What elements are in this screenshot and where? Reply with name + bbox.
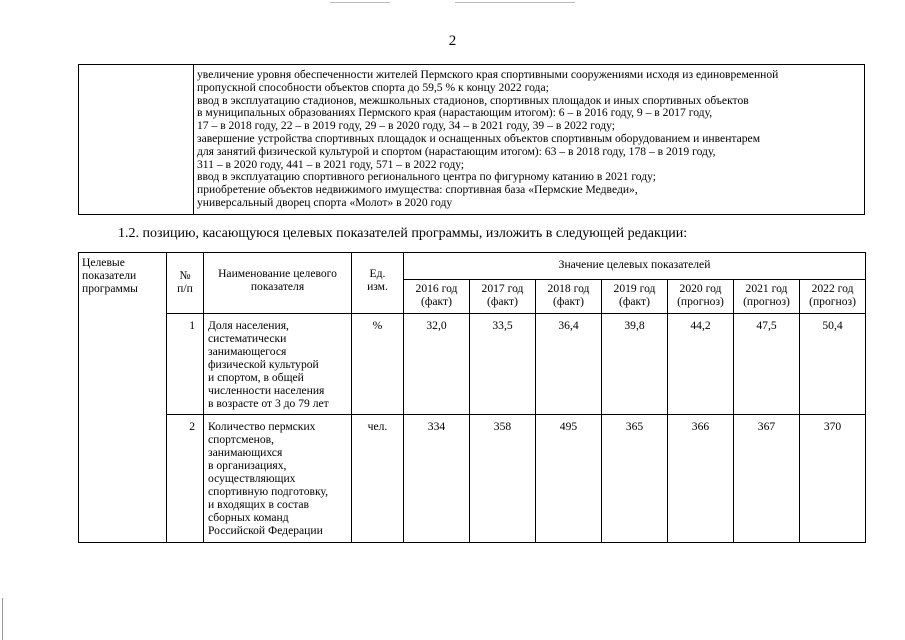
header-year-2021: 2021 год (прогноз): [734, 280, 800, 314]
indicator-value: 370: [800, 415, 866, 543]
indicator-value: 33,5: [470, 314, 536, 415]
continuation-line: ввод в эксплуатацию стадионов, межшкольных стадионов, спортивных площадок и иных спортивных объектов: [197, 93, 749, 107]
indicator-value: 334: [404, 415, 470, 543]
continuation-line: 311 – в 2020 году, 441 – в 2021 году, 571 – в 2022 году;: [197, 157, 465, 171]
scan-edge-line: [2, 598, 3, 640]
header-year-2018: 2018 год (факт): [536, 280, 602, 314]
indicator-value: 366: [668, 415, 734, 543]
indicator-value: 358: [470, 415, 536, 543]
indicator-value: 32,0: [404, 314, 470, 415]
header-year-2017: 2017 год (факт): [470, 280, 536, 314]
continuation-empty-cell: [79, 65, 194, 215]
section-label: Целевые показатели программы: [79, 253, 167, 543]
indicator-value: 39,8: [602, 314, 668, 415]
continuation-line: 17 – в 2018 году, 22 – в 2019 году, 29 – в 2020 году, 34 – в 2021 году, 39 – в 2022 году;: [197, 119, 615, 133]
continuation-text-cell: [194, 65, 865, 215]
header-year-2022: 2022 год (прогноз): [800, 280, 866, 314]
continuation-line: приобретение объектов недвижимого имущества: спортивная база «Пермские Медведи»,: [197, 183, 638, 197]
indicator-unit: %: [352, 314, 404, 415]
amendment-intro-text: 1.2. позицию, касающуюся целевых показателей программы, изложить в следующей редакции:: [118, 226, 688, 241]
continuation-line: пропускной способности объектов спорта до 59,5 % к концу 2022 года;: [197, 80, 549, 94]
continuation-line: для занятий физической культурой и спортом (нарастающим итогом): 63 – в 2018 году, 178 – в 2019 году,: [197, 144, 716, 158]
row-number: 1: [167, 314, 204, 415]
header-year-2020: 2020 год (прогноз): [668, 280, 734, 314]
indicator-value: 367: [734, 415, 800, 543]
header-indicator-name: Наименование целевого показателя: [204, 253, 352, 314]
continuation-table: [78, 64, 865, 215]
indicator-value: 47,5: [734, 314, 800, 415]
continuation-line: в муниципальных образованиях Пермского края (нарастающим итогом): 6 – в 2016 году, 9 – в 2017 году,: [197, 106, 713, 120]
header-year-2016: 2016 год (факт): [404, 280, 470, 314]
indicator-name: Доля населения, систематически занимающегося физической культурой и спортом, в общей численности населения в возрасте от 3 до 79 лет: [204, 314, 352, 415]
indicator-value: 495: [536, 415, 602, 543]
header-num: № п/п: [167, 253, 204, 314]
indicator-value: 50,4: [800, 314, 866, 415]
scan-artifact-line: [455, 2, 575, 3]
continuation-line: увеличение уровня обеспеченности жителей Пермского края спортивными сооружениями исходя из единовременной: [197, 68, 779, 81]
indicator-unit: чел.: [352, 415, 404, 543]
header-year-2019: 2019 год (факт): [602, 280, 668, 314]
continuation-line: ввод в эксплуатацию спортивного регионального центра по фигурному катанию в 2021 году;: [197, 170, 657, 184]
continuation-line: завершение устройства спортивных площадок и оснащенных объектов спортивным оборудованием и инвентарем: [197, 131, 761, 145]
indicator-name: Количество пермских спортсменов, занимающихся в организациях, осуществляющих спортивную подготовку, и входящих в состав сборных команд Российской Федерации: [204, 415, 352, 543]
indicator-value: 365: [602, 415, 668, 543]
header-unit: Ед. изм.: [352, 253, 404, 314]
table-row: [79, 415, 866, 543]
indicators-table: [78, 252, 866, 543]
page-number: 2: [448, 33, 457, 49]
table-row: [79, 314, 866, 415]
indicator-value: 36,4: [536, 314, 602, 415]
header-values-group: Значение целевых показателей: [404, 253, 866, 280]
indicator-value: 44,2: [668, 314, 734, 415]
scan-artifact-line: [330, 2, 390, 3]
continuation-line: универсальный дворец спорта «Молот» в 2020 году: [197, 195, 453, 209]
row-number: 2: [167, 415, 204, 543]
